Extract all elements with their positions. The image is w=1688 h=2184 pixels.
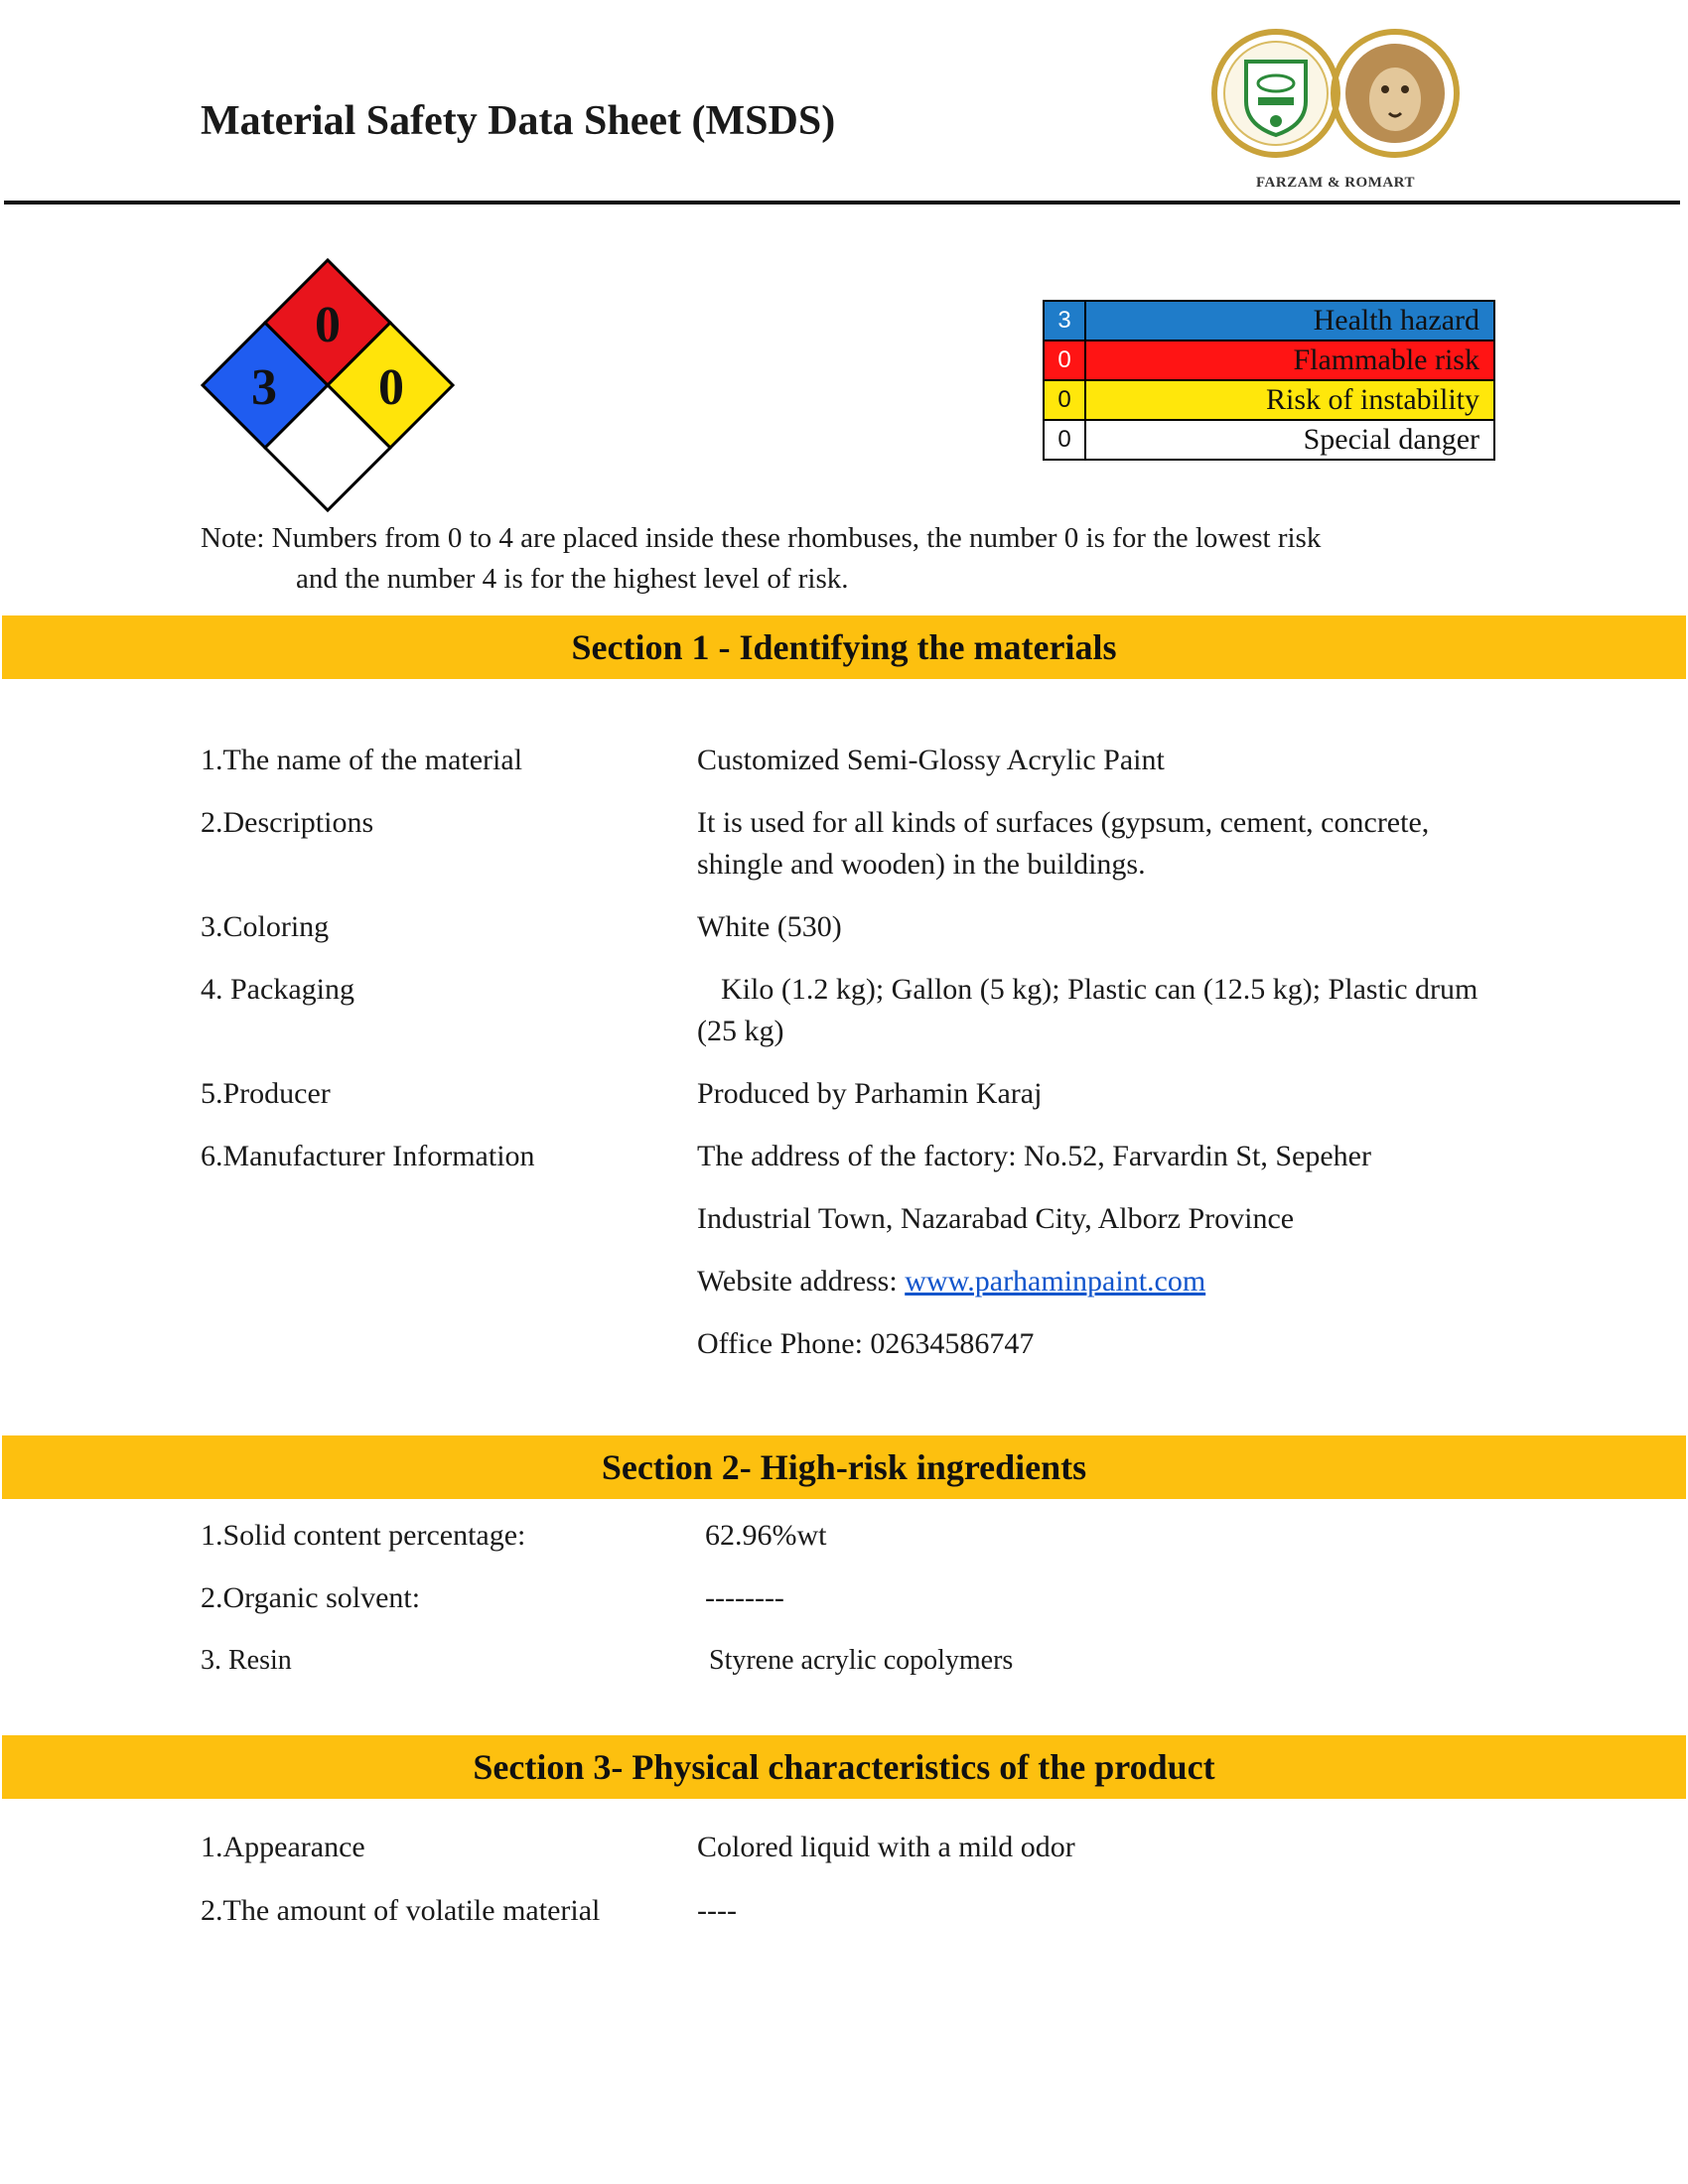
diamond-health-value: 3 xyxy=(251,359,277,416)
legend-number: 0 xyxy=(1044,380,1085,420)
logo-caption: FARZAM & ROMART xyxy=(1255,175,1415,191)
section-2-header: Section 2- High-risk ingredients xyxy=(2,1435,1686,1499)
hazard-legend-table xyxy=(1043,300,1495,461)
note-line-1: Note: Numbers from 0 to 4 are placed inside these rhombuses, the number 0 is for the lowest risk xyxy=(201,522,1322,554)
website-line xyxy=(697,1261,1511,1302)
packaging-label: 4. Packaging xyxy=(201,973,354,1006)
descriptions-value: It is used for all kinds of surfaces (gypsum, cement, concrete, shingle and wooden) in the buildings. xyxy=(697,806,1430,881)
risk-scale-note xyxy=(201,518,1511,600)
header-divider xyxy=(4,201,1680,205)
page-title: Material Safety Data Sheet (MSDS) xyxy=(201,98,836,144)
legend-row-flammability xyxy=(1044,341,1494,380)
solid-content-label: 1.Solid content percentage: xyxy=(201,1519,526,1552)
legend-label: Risk of instability xyxy=(1085,380,1494,420)
legend-number: 3 xyxy=(1044,301,1085,341)
legend-number: 0 xyxy=(1044,420,1085,460)
legend-label: Health hazard xyxy=(1085,301,1494,341)
section-1-header: Section 1 - Identifying the materials xyxy=(2,615,1686,679)
legend-row-health xyxy=(1044,301,1494,341)
material-name-value: Customized Semi-Glossy Acrylic Paint xyxy=(697,744,1165,776)
legend-row-instability xyxy=(1044,380,1494,420)
website-prefix: Website address: xyxy=(697,1265,906,1297)
producer-label: 5.Producer xyxy=(201,1077,331,1110)
packaging-value: Kilo (1.2 kg); Gallon (5 kg); Plastic can (12.5 kg); Plastic drum (25 kg) xyxy=(697,973,1478,1047)
company-logo xyxy=(1196,22,1475,201)
diamond-flammability-value: 0 xyxy=(315,297,341,353)
appearance-value: Colored liquid with a mild odor xyxy=(697,1831,1075,1863)
volatile-material-value: ---- xyxy=(697,1894,737,1927)
office-phone: Office Phone: 02634586747 xyxy=(697,1327,1035,1360)
resin-value: Styrene acrylic copolymers xyxy=(709,1645,1014,1676)
factory-address-line-2: Industrial Town, Nazarabad City, Alborz Province xyxy=(697,1202,1295,1235)
producer-value: Produced by Parhamin Karaj xyxy=(697,1077,1043,1110)
legend-row-special xyxy=(1044,420,1494,460)
volatile-material-label: 2.The amount of volatile material xyxy=(201,1894,601,1927)
resin-label: 3. Resin xyxy=(201,1645,292,1676)
manufacturer-info-label: 6.Manufacturer Information xyxy=(201,1140,535,1172)
organic-solvent-value: -------- xyxy=(705,1581,784,1614)
factory-address-line-1: The address of the factory: No.52, Farvardin St, Sepeher xyxy=(697,1140,1371,1172)
legend-label: Flammable risk xyxy=(1085,341,1494,380)
diamond-instability-value: 0 xyxy=(378,359,404,416)
coloring-label: 3.Coloring xyxy=(201,910,330,943)
descriptions-label: 2.Descriptions xyxy=(201,806,374,839)
appearance-label: 1.Appearance xyxy=(201,1831,365,1863)
legend-number: 0 xyxy=(1044,341,1085,380)
nfpa-hazard-diamond xyxy=(199,256,457,514)
coloring-value: White (530) xyxy=(697,910,842,943)
solid-content-value: 62.96%wt xyxy=(705,1519,827,1552)
legend-label: Special danger xyxy=(1085,420,1494,460)
website-link[interactable]: www.parhaminpaint.com xyxy=(905,1265,1206,1297)
material-name-label: 1.The name of the material xyxy=(201,744,523,776)
section-3-header: Section 3- Physical characteristics of the product xyxy=(2,1735,1686,1799)
organic-solvent-label: 2.Organic solvent: xyxy=(201,1581,421,1614)
note-line-2: and the number 4 is for the highest level of risk. xyxy=(296,563,849,595)
